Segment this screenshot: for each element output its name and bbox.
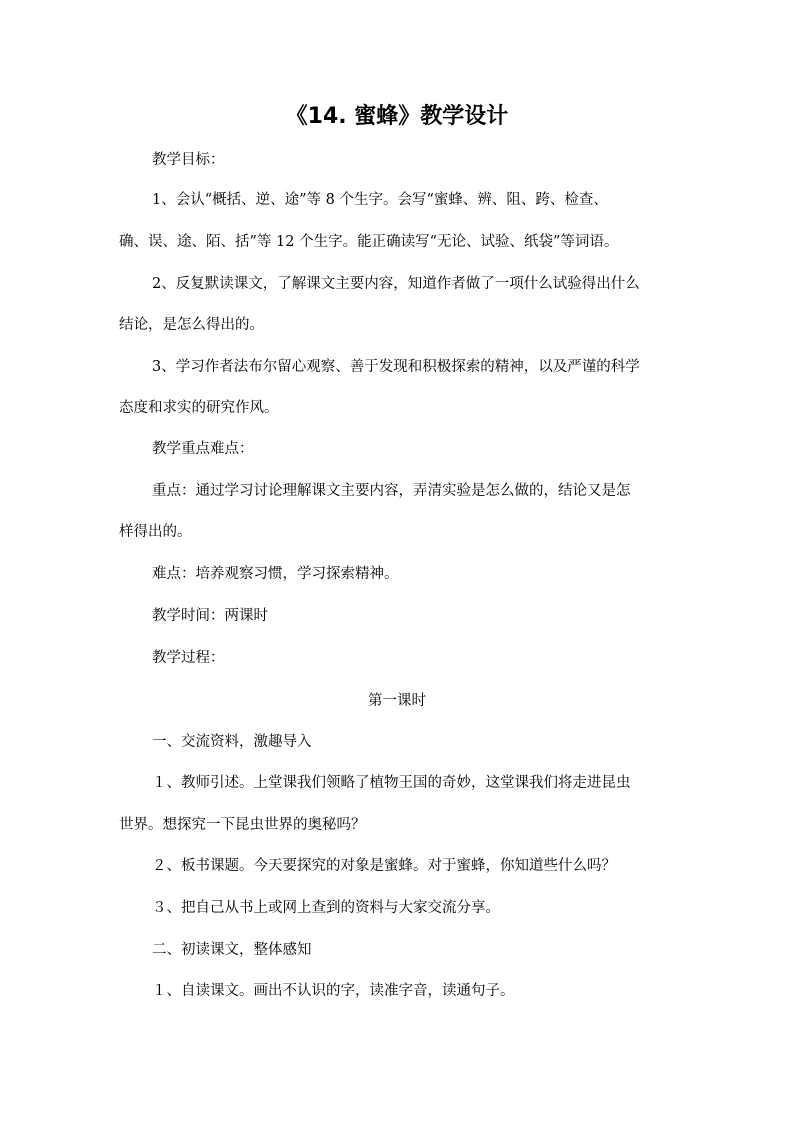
part-1-item-1-line-1: １、教师引述。上堂课我们领略了植物王国的奇妙，这堂课我们将走进昆虫 [152,775,631,791]
part-1-item-2: ２、板书课题。今天要探究的对象是蜜蜂。对于蜜蜂，你知道些什么吗？ [152,858,616,874]
document-title: 《14. 蜜蜂》教学设计 [285,104,509,129]
keypoints-heading: 教学重点难点： [152,441,254,457]
process-heading: 教学过程： [152,650,225,666]
lesson-1-heading: 第一课时 [368,693,426,709]
key-point-line-1: 重点：通过学习讨论理解课文主要内容，弄清实验是怎么做的，结论又是怎 [152,483,631,499]
difficulty-line: 难点：培养观察习惯，学习探索精神。 [152,566,399,582]
goal-3-line-2: 态度和求实的研究作风。 [119,400,279,416]
goal-2-line-1: 2、反复默读课文，了解课文主要内容，知道作者做了一项什么试验得出什么 [152,276,640,292]
goals-heading: 教学目标： [152,152,225,168]
part-1-item-1-line-2: 世界。想探究一下昆虫世界的奥秘吗？ [119,817,366,833]
key-point-line-2: 样得出的。 [119,524,192,540]
part-2-heading: 二、初读课文，整体感知 [152,942,312,958]
goal-2-line-2: 结论，是怎么得出的。 [119,317,264,333]
goal-1-line-2: 确、误、途、陌、括”等 12 个生字。能正确读写“无论、试验、纸袋”等词语。 [119,234,619,250]
goal-1-line-1: 1、会认“概括、逆、途”等 8 个生字。会写“蜜蜂、辨、阻、跨、检查、 [152,192,608,208]
part-2-item-1: １、自读课文。画出不认识的字，读准字音，读通句子。 [152,983,515,999]
teaching-time: 教学时间：两课时 [152,608,268,624]
part-1-item-3: ３、把自己从书上或网上查到的资料与大家交流分享。 [152,900,500,916]
goal-3-line-1: 3、学习作者法布尔留心观察、善于发现和积极探索的精神，以及严谨的科学 [152,359,640,375]
part-1-heading: 一、交流资料，激趣导入 [152,734,312,750]
